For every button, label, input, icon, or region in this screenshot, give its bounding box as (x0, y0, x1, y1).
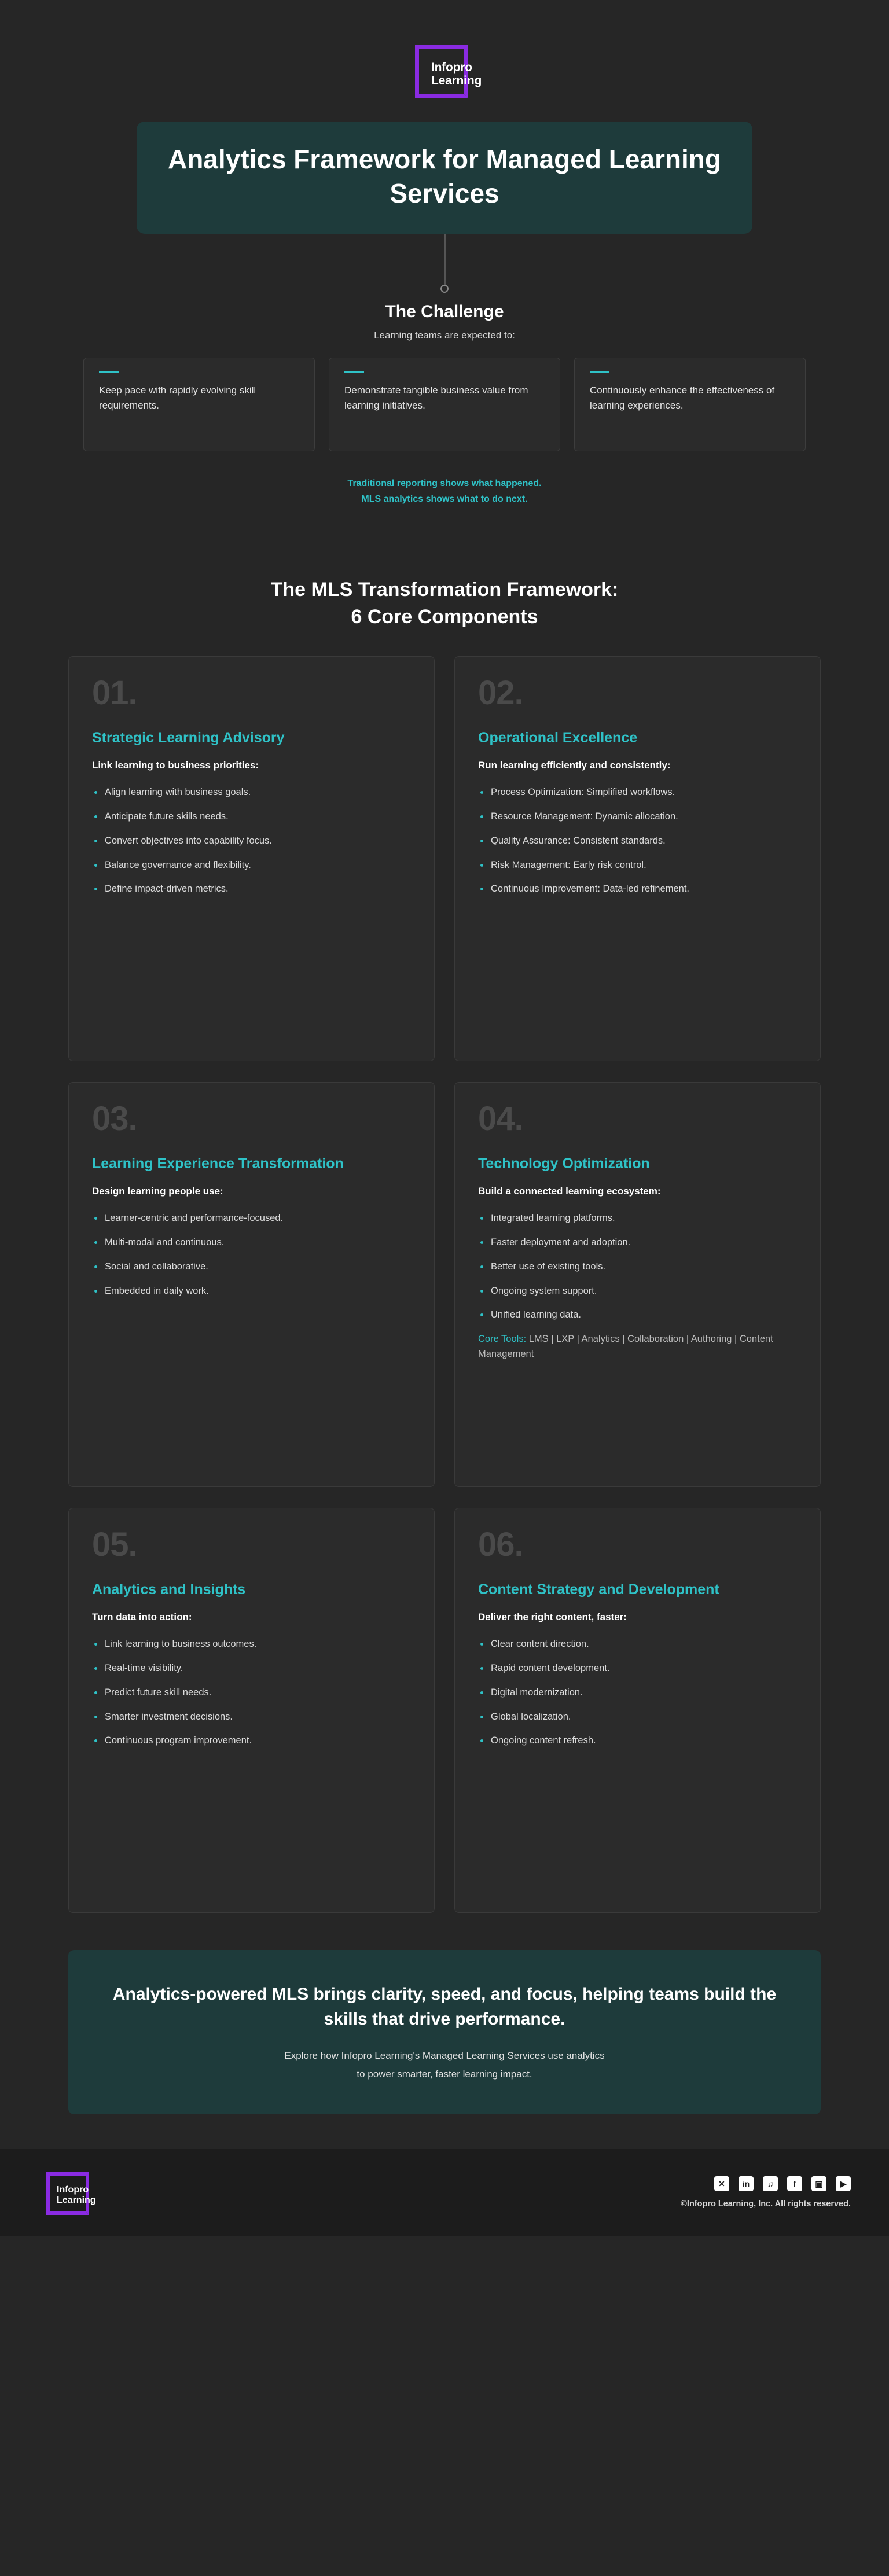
challenge-heading: The Challenge (385, 301, 504, 321)
component-item-list (478, 1211, 797, 1322)
framework-heading-line2: 6 Core Components (351, 606, 538, 628)
component-number: 04. (478, 1099, 523, 1138)
x-twitter-icon[interactable]: ✕ (714, 2176, 729, 2191)
component-card-05 (68, 1508, 435, 1913)
components-grid (68, 656, 821, 1913)
list-item: Anticipate future skills needs. (92, 809, 411, 824)
list-item: Continuous program improvement. (92, 1734, 411, 1748)
list-item: Integrated learning platforms. (478, 1211, 797, 1226)
component-item-list (478, 785, 797, 896)
list-item: Better use of existing tools. (478, 1260, 797, 1274)
accent-bar-icon (590, 371, 609, 373)
logo-text-line1: Infopro (57, 2185, 89, 2195)
brand-logo-footer (38, 2166, 108, 2218)
component-card-04 (454, 1082, 821, 1487)
challenge-card-text: Keep pace with rapidly evolving skill requirements. (99, 384, 256, 411)
logo-text (57, 2185, 96, 2205)
brand-logo-header (0, 0, 889, 103)
challenge-subheading: Learning teams are expected to: (374, 329, 515, 341)
list-item: Unified learning data. (478, 1308, 797, 1322)
connector-dot-icon (440, 285, 449, 293)
challenge-section (0, 302, 889, 507)
copyright-text: ©Infopro Learning, Inc. All rights reserved. (681, 2199, 851, 2209)
list-item: Global localization. (478, 1710, 797, 1724)
page-title: Analytics Framework for Managed Learning Services (167, 144, 721, 208)
spotify-icon[interactable]: ♫ (763, 2176, 778, 2191)
connector-stem (444, 234, 446, 287)
instagram-icon[interactable]: ▣ (811, 2176, 826, 2191)
component-item-list (92, 1637, 411, 1748)
list-item: Quality Assurance: Consistent standards. (478, 834, 797, 848)
footer-right (681, 2176, 851, 2209)
framework-heading (0, 576, 889, 631)
list-item: Clear content direction. (478, 1637, 797, 1651)
list-item: Align learning with business goals. (92, 785, 411, 800)
component-number: 05. (92, 1525, 137, 1563)
list-item: Social and collaborative. (92, 1260, 411, 1274)
accent-bar-icon (344, 371, 364, 373)
challenge-card (574, 358, 806, 451)
challenge-card-list (72, 358, 817, 451)
list-item: Resource Management: Dynamic allocation. (478, 809, 797, 824)
component-card-03 (68, 1082, 435, 1487)
list-item: Learner-centric and performance-focused. (92, 1211, 411, 1226)
component-title: Learning Experience Transformation (92, 1155, 344, 1172)
component-item-list (92, 1211, 411, 1298)
list-item: Ongoing content refresh. (478, 1734, 797, 1748)
list-item: Real-time visibility. (92, 1661, 411, 1676)
title-banner (137, 122, 752, 234)
list-item: Digital modernization. (478, 1686, 797, 1700)
logo-text (431, 61, 482, 87)
list-item: Link learning to business outcomes. (92, 1637, 411, 1651)
list-item: Multi-modal and continuous. (92, 1235, 411, 1250)
logo-mark (401, 41, 488, 103)
list-item: Convert objectives into capability focus. (92, 834, 411, 848)
accent-bar-icon (99, 371, 119, 373)
logo-text-line2: Learning (57, 2195, 96, 2205)
component-title: Content Strategy and Development (478, 1581, 719, 1598)
list-item: Rapid content development. (478, 1661, 797, 1676)
list-item: Ongoing system support. (478, 1284, 797, 1298)
component-card-01 (68, 656, 435, 1061)
logo-text-line2: Learning (431, 73, 482, 87)
list-item: Risk Management: Early risk control. (478, 858, 797, 873)
list-item: Embedded in daily work. (92, 1284, 411, 1298)
list-item: Process Optimization: Simplified workflows. (478, 785, 797, 800)
component-lead: Turn data into action: (92, 1611, 192, 1623)
component-item-list (478, 1637, 797, 1748)
list-item: Faster deployment and adoption. (478, 1235, 797, 1250)
linkedin-icon[interactable]: in (739, 2176, 754, 2191)
framework-heading-line1: The MLS Transformation Framework: (270, 579, 619, 601)
closing-body (109, 2047, 780, 2083)
component-lead: Design learning people use: (92, 1186, 223, 1197)
component-title: Operational Excellence (478, 729, 638, 746)
logo-text-line1: Infopro (431, 61, 472, 74)
component-card-06 (454, 1508, 821, 1913)
component-lead: Run learning efficiently and consistently: (478, 760, 671, 771)
core-tools-label: Core Tools: (478, 1334, 527, 1345)
closing-body-line2: to power smarter, faster learning impact. (357, 2068, 532, 2080)
challenge-card-text: Continuously enhance the effectiveness of learning experiences. (590, 384, 775, 411)
challenge-card-text: Demonstrate tangible business value from learning initiatives. (344, 384, 528, 411)
component-lead: Build a connected learning ecosystem: (478, 1186, 661, 1197)
connector-line (0, 234, 889, 302)
facebook-icon[interactable]: f (787, 2176, 802, 2191)
core-tools-note (478, 1332, 797, 1361)
list-item: Smarter investment decisions. (92, 1710, 411, 1724)
component-title: Analytics and Insights (92, 1581, 246, 1598)
challenge-note-line1: Traditional reporting shows what happened. (347, 478, 542, 488)
component-number: 03. (92, 1099, 137, 1138)
youtube-icon[interactable]: ▶ (836, 2176, 851, 2191)
component-number: 01. (92, 674, 137, 712)
social-links (681, 2176, 851, 2191)
component-card-02 (454, 656, 821, 1061)
challenge-card (83, 358, 315, 451)
list-item: Predict future skill needs. (92, 1686, 411, 1700)
closing-banner (68, 1950, 821, 2114)
challenge-note-line2: MLS analytics shows what to do next. (361, 494, 528, 504)
challenge-note (0, 476, 889, 507)
closing-heading: Analytics-powered MLS brings clarity, speed, and focus, helping teams build the skills that drive performance. (112, 1984, 777, 2029)
component-item-list (92, 785, 411, 896)
list-item: Balance governance and flexibility. (92, 858, 411, 873)
challenge-card (329, 358, 560, 451)
page-footer (0, 2149, 889, 2236)
list-item: Continuous Improvement: Data-led refinement. (478, 882, 797, 896)
closing-body-line1: Explore how Infopro Learning's Managed Learning Services use analytics (284, 2050, 605, 2062)
component-lead: Deliver the right content, faster: (478, 1611, 627, 1623)
list-item: Define impact-driven metrics. (92, 882, 411, 896)
component-lead: Link learning to business priorities: (92, 760, 259, 771)
component-number: 06. (478, 1525, 523, 1563)
component-title: Technology Optimization (478, 1155, 650, 1172)
component-title: Strategic Learning Advisory (92, 729, 285, 746)
core-tools-value: LMS | LXP | Analytics | Collaboration | Authoring | Content Management (478, 1334, 773, 1359)
component-number: 02. (478, 674, 523, 712)
